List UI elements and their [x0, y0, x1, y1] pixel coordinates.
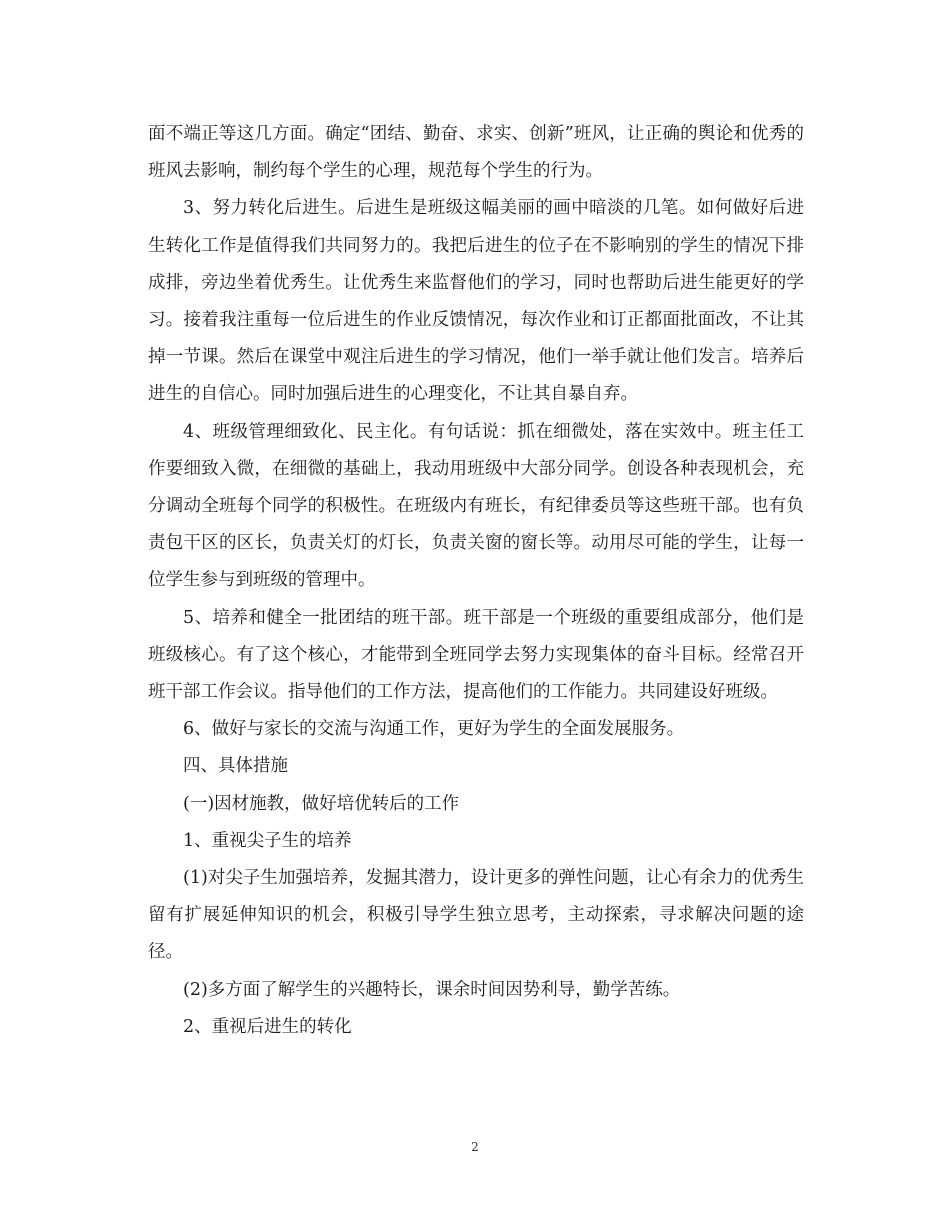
- page-number: 2: [471, 1140, 479, 1154]
- list-heading-1: 1、重视尖子生的培养: [183, 830, 352, 851]
- paragraph-1: 面不端正等这几方面。确定“团结、勤奋、求实、创新”班风，让正确的舆论和优秀的班风去影响，制约每个学生的心理，规范每个学生的行为。: [148, 124, 804, 182]
- paragraph-5: 6、做好与家长的交流与沟通工作，更好为学生的全面发展服务。: [183, 719, 685, 740]
- list-item-2: (2)多方面了解学生的兴趣特长，课余时间因势利导，勤学苦练。: [183, 979, 681, 1000]
- paragraph-3: 4、班级管理细致化、民主化。有句话说：抓在细微处，落在实效中。班主任工作要细致入微，在细微的基础上，我动用班级中大部分同学。创设各种表现机会，充分调动全班每个同学的积极性。在班级内有班长，有纪律委员等这些班干部。也有负责包干区的区长，负责关灯的灯长，负责关窗的窗长等。动用尽可能的学生，让每一位学生参与到班级的管理中。: [148, 421, 804, 591]
- document-body: [148, 116, 804, 1046]
- section-heading: 四、具体措施: [183, 756, 288, 777]
- paragraph-4: 5、培养和健全一批团结的班干部。班干部是一个班级的重要组成部分，他们是班级核心。有了这个核心，才能带到全班同学去努力实现集体的奋斗目标。经常召开班干部工作会议。指导他们的工作方法，提高他们的工作能力。共同建设好班级。: [148, 607, 804, 703]
- paragraph-2: 3、努力转化后进生。后进生是班级这幅美丽的画中暗淡的几笔。如何做好后进生转化工作是值得我们共同努力的。我把后进生的位子在不影响别的学生的情况下排成排，旁边坐着优秀生。让优秀生来监督他们的学习，同时也帮助后进生能更好的学习。接着我注重每一位后进生的作业反馈情况，每次作业和订正都面批面改，不让其掉一节课。然后在课堂中观注后进生的学习情况，他们一举手就让他们发言。培养后进生的自信心。同时加强后进生的心理变化，不让其自暴自弃。: [148, 198, 804, 405]
- subsection-heading: (一)因材施教，做好培优转后的工作: [183, 793, 460, 814]
- list-heading-2: 2、重视后进生的转化: [183, 1016, 352, 1037]
- list-item-1: (1)对尖子生加强培养，发掘其潜力，设计更多的弹性问题，让心有余力的优秀生留有扩展延伸知识的机会，积极引导学生独立思考，主动探索，寻求解决问题的途径。: [148, 868, 804, 963]
